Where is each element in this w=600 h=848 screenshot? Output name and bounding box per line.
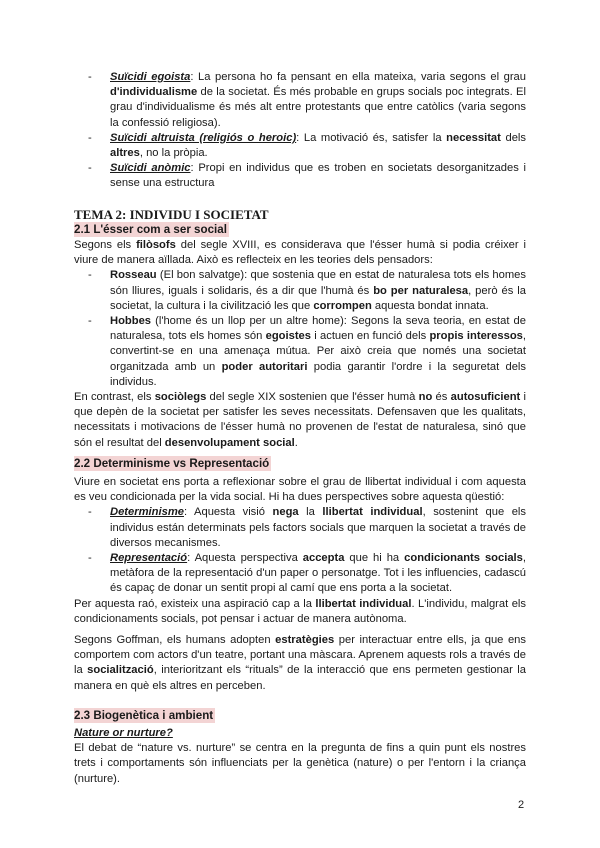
- section-heading-2-3: 2.3 Biogenètica i ambient: [74, 709, 214, 722]
- tema-title: TEMA 2: INDIVIDU I SOCIETAT: [74, 207, 269, 222]
- section-2-1-body: [74, 238, 526, 451]
- intro-paragraph: Viure en societat ens porta a reflexionar sobre el grau de llibertat individual i com aquesta es veu condicionada per la vida social. Hi ha dues perspectives sobre aquesta qüestió:: [74, 476, 526, 504]
- body-paragraph: El debat de “nature vs. nurture” se centra en la pregunta de fins a quin punt els nostres trets i comportaments són influenciats per la genètica (nature) o per l'entorn i la criança (nurture).: [74, 742, 526, 785]
- section-heading-2-1: 2.1 L'ésser com a ser social: [74, 223, 227, 236]
- after-paragraph: Per aquesta raó, existeix una aspiració cap a la llibertat individual. L'individu, malgrat els condicionaments socials, pot pensar i actuar de manera autònoma.: [74, 597, 526, 625]
- section-heading-2-2: 2.2 Determinisme vs Representació: [74, 457, 270, 470]
- list-item-representacio: - Representació: Aquesta perspectiva accepta que hi ha condicionants socials, metàfora de la representació d'un paper o personatge. Tot i les influencies, cadascú és capaç de donar un sentit propi al camí que ens porta a la societat.: [88, 552, 526, 595]
- intro-paragraph: Segons els filòsofs del segle XVIII, es considerava que l'ésser humà si podia créixer i viure de manera aïllada. Això es reflecteix en les teories dels pensadors:: [74, 239, 526, 267]
- list-item: - Suïcidi egoista: La persona ho fa pensant en ella mateixa, varia segons el grau d'individualisme de la societat. És més probable en grups socials poc integrats. El grau d'individualisme és més alt entre protestants que entre catòlics (varia segons la confessió religiosa).: [88, 71, 526, 129]
- contrast-paragraph: En contrast, els sociòlegs del segle XIX sostenien que l'ésser humà no és autosuficient i que depèn de la societat per satisfer les seves necessitats. Defensaven que les qualitats, necessitats i motivacions de l'ésser humà no provenen de l'estat de naturalesa, sinó que són el resultat del desenvolupament social.: [74, 391, 527, 449]
- list-item: - Suïcidi anòmic: Propi en individus que es troben en societats desorganitzades i sense una estructura: [88, 162, 526, 190]
- goffman-paragraph: Segons Goffman, els humans adopten estratègies per interactuar entre ells, ja que ens comportem com actors d'un teatre, portant una màscara. Aprenem aquests rols a través de la socialització, interioritzant els “rituals” de la interacció que ens permeten gestionar la manera en què els altres en perceben.: [74, 634, 526, 692]
- suicide-types-list: [74, 70, 526, 192]
- section-2-3-body: [74, 726, 526, 787]
- page-number: 2: [518, 799, 525, 811]
- list-item-hobbes: - Hobbes (l'home és un llop per un altre home): Segons la seva teoria, en estat de naturalesa, tots els homes són egoistes i actuen en funció dels propis interessos, convertint-se en una amenaça mútua. Per això creia que només una societat organitzada amb un poder autoritari podia garantir l'ordre i la seguretat dels individus.: [88, 315, 527, 388]
- list-item: - Suïcidi altruista (religiós o heroic): La motivació és, satisfer la necessitat dels altres, no la pròpia.: [88, 131, 526, 160]
- section-2-2-body: [74, 475, 526, 627]
- subheading: Nature or nurture?: [74, 727, 173, 739]
- list-item-rousseau: - Rosseau (El bon salvatge): que sostenia que en estat de naturalesa tots els homes són lliures, iguals i solidaris, és a dir que l'humà és bo per naturalesa, però és la societat, la cultura i la civilització les que corrompen aquesta bondat innata.: [88, 269, 526, 312]
- list-item-determinisme: - Determinisme: Aquesta visió nega la llibertat individual, sostenint que els individus están determinats pels factors socials que marquen la societat a través de diversos mecanismes.: [88, 506, 526, 549]
